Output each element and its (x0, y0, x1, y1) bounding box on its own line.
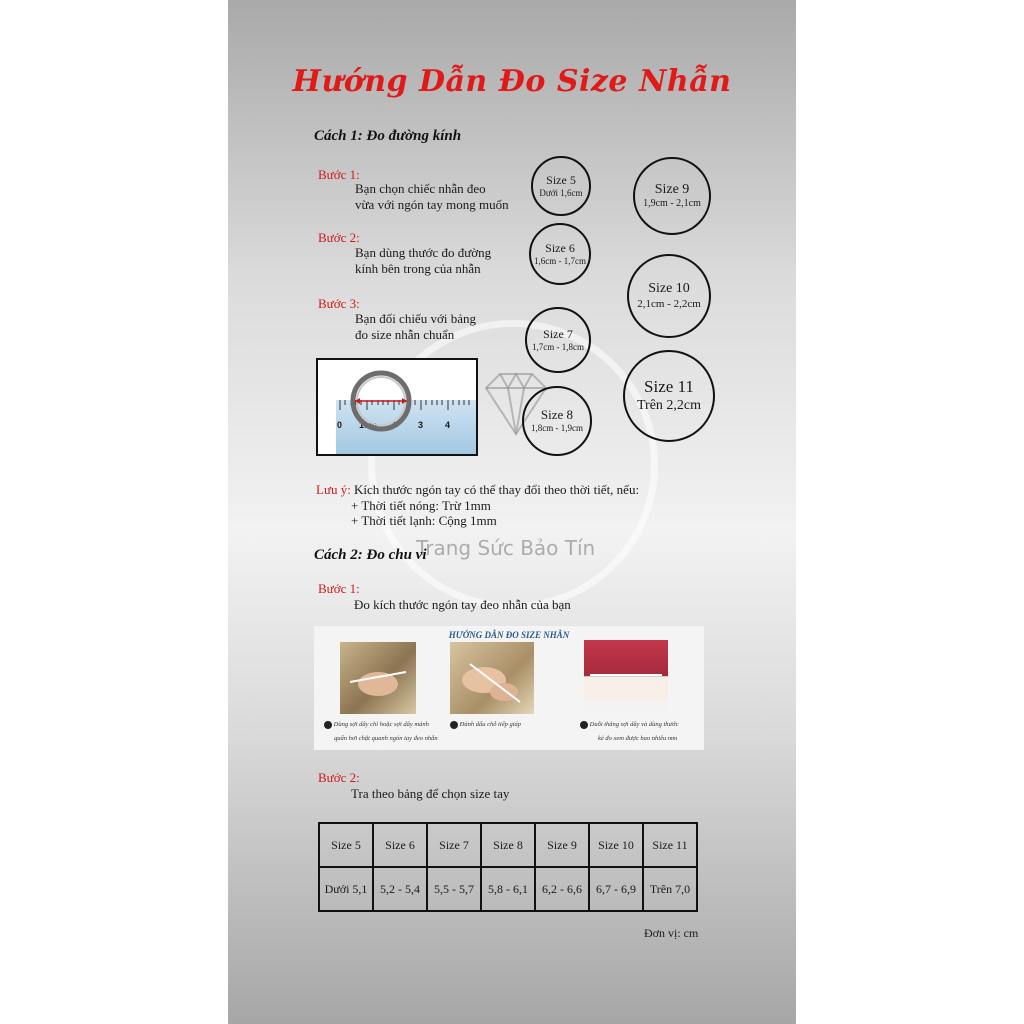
size-circle-range: 1,8cm - 1,9cm (531, 423, 583, 433)
ruler-tick-4: 4 (445, 420, 451, 430)
caption-1-line1: Dùng sợi dây chỉ hoặc sợi dây mảnh (333, 721, 429, 728)
method2-step1-label: Bước 1: (318, 581, 360, 596)
note-hot: + Thời tiết nóng: Trừ 1mm (351, 498, 491, 513)
size-circle-7 (525, 307, 591, 373)
watermark-text: Trang Sức Bảo Tín (416, 536, 596, 560)
page-title: Hướng Dẫn Đo Size Nhẫn (292, 64, 732, 99)
size-circle-6 (529, 223, 591, 285)
method2-heading: Cách 2: Đo chu vi (314, 547, 427, 563)
note-cold: + Thời tiết lạnh: Cộng 1mm (351, 513, 497, 528)
size-circle-label: Size 7 (543, 327, 573, 341)
method1-step3-line2: đo size nhẫn chuẩn (355, 327, 455, 342)
table-header-cell: Size 10 (589, 823, 643, 867)
caption-1-line2: quấn hơi chặt quanh ngón tay đeo nhẫn (334, 735, 438, 742)
table-cell: 6,7 - 6,9 (589, 867, 643, 911)
method2-step1-text: Đo kích thước ngón tay đeo nhẫn của bạn (354, 597, 571, 612)
size-circle-range: 2,1cm - 2,2cm (637, 297, 701, 310)
size-circle-range: Trên 2,2cm (636, 398, 702, 413)
ruler-tick-0: 0 (337, 420, 343, 430)
photo-wrap-string (340, 642, 416, 714)
method1-step3-line1: Bạn đối chiếu với bảng (355, 311, 476, 326)
table-cell: 5,2 - 5,4 (373, 867, 427, 911)
table-header-cell: Size 11 (643, 823, 697, 867)
method1-step2-line2: kính bên trong của nhẫn (355, 261, 481, 276)
method1-step1-line1: Bạn chọn chiếc nhẫn đeo (355, 181, 486, 196)
table-cell: Dưới 5,1 (319, 867, 373, 911)
table-cell: Trên 7,0 (643, 867, 697, 911)
size-circle-label: Size 10 (648, 280, 690, 296)
table-header-cell: Size 6 (373, 823, 427, 867)
size-circle-label: Size 8 (540, 407, 574, 422)
ruler-tick-3: 3 (418, 420, 424, 430)
size-circle-label: Size 11 (644, 377, 694, 396)
ring-icon (346, 368, 416, 434)
size-circle-range: Dưới 1,6cm (539, 188, 583, 198)
unit-note: Đơn vị: cm (644, 926, 699, 940)
photo-mark-string (450, 642, 534, 714)
caption-3-line1: Duỗi thẳng sợi dây và dùng thước (589, 721, 679, 728)
table-header-cell: Size 9 (535, 823, 589, 867)
caption-2-line1: Đánh dấu chỗ tiếp giáp (459, 721, 522, 728)
size-circle-11 (623, 350, 715, 442)
size-circle-8 (522, 386, 592, 456)
table-row (319, 823, 697, 867)
size-circle-label: Size 6 (545, 241, 575, 255)
ruler-tick-2: 2 (391, 420, 397, 430)
table-header-cell: Size 7 (427, 823, 481, 867)
method1-step1-line2: vừa với ngón tay mong muốn (355, 197, 509, 212)
size-circle-5 (531, 156, 591, 216)
table-cell: 6,2 - 6,6 (535, 867, 589, 911)
size-table (318, 822, 698, 912)
step-number-3-icon (580, 721, 588, 729)
size-circle-label: Size 9 (654, 182, 690, 197)
caption-2 (450, 720, 521, 730)
size-circle-range: 1,9cm - 2,1cm (643, 198, 701, 209)
method2-step2-label: Bước 2: (318, 770, 360, 785)
size-circle-10 (627, 254, 711, 338)
method1-step2-line1: Bạn dùng thước đo đường (355, 245, 492, 260)
method1-step2-label: Bước 2: (318, 230, 360, 245)
note-text: Kích thước ngón tay có thể thay đổi theo thời tiết, nếu: (354, 482, 640, 497)
size-circle-range: 1,7cm - 1,8cm (532, 342, 584, 352)
strip-title: HƯỚNG DẪN ĐO SIZE NHẪN (448, 630, 570, 640)
photo-measure-string (584, 640, 668, 714)
table-header-cell: Size 8 (481, 823, 535, 867)
size-circle-9 (633, 157, 711, 235)
ruler-illustration (316, 358, 478, 456)
table-row (319, 867, 697, 911)
method2-step2-text: Tra theo bảng để chọn size tay (351, 786, 510, 801)
caption-3 (580, 720, 678, 730)
note-label: Lưu ý: (316, 482, 351, 497)
table-cell: 5,8 - 6,1 (481, 867, 535, 911)
caption-1 (324, 720, 429, 730)
method1-step1-label: Bước 1: (318, 167, 360, 182)
method1-step3-label: Bước 3: (318, 296, 360, 311)
size-circle-label: Size 5 (546, 173, 576, 187)
step-number-2-icon (450, 721, 458, 729)
caption-3-line2: kẻ đo xem được bao nhiêu mm (598, 735, 678, 742)
method1-heading: Cách 1: Đo đường kính (314, 128, 462, 144)
ruler-tick-1: 1cm (359, 420, 378, 430)
size-guide-poster (228, 0, 796, 1024)
measure-instructions-strip (314, 626, 704, 750)
size-circle-range: 1,6cm - 1,7cm (534, 256, 586, 266)
step-number-1-icon (324, 721, 332, 729)
table-header-cell: Size 5 (319, 823, 373, 867)
table-cell: 5,5 - 5,7 (427, 867, 481, 911)
